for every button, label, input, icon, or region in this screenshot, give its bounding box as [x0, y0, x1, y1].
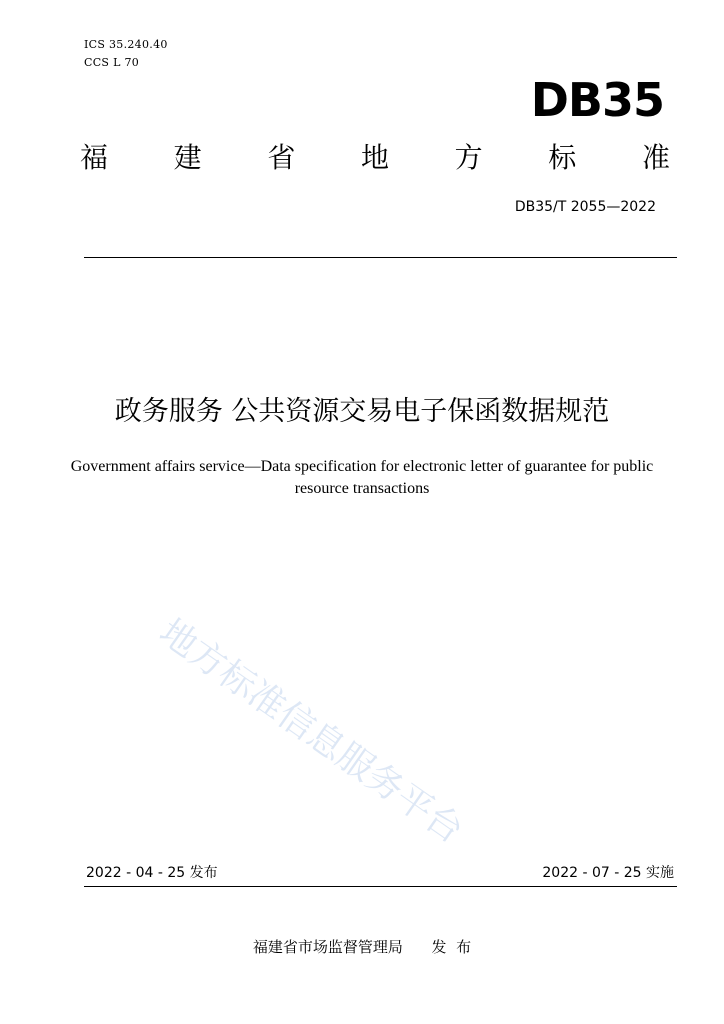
standard-kind-char: 准 — [641, 141, 670, 174]
ccs-code: CCS L 70 — [84, 56, 140, 69]
standard-logo: DB35 — [530, 73, 664, 127]
date-row — [86, 864, 674, 882]
publish-date: 2022 - 04 - 25 发布 — [86, 865, 218, 881]
classification-codes — [84, 36, 168, 72]
chinese-title: 政务服务 公共资源交易电子保函数据规范 — [114, 396, 610, 427]
standard-kind-char: 建 — [173, 141, 202, 174]
top-divider — [84, 257, 677, 258]
english-title: Government affairs service—Data specification for electronic letter of guarantee for public resource transactions — [70, 458, 654, 497]
standard-kind-char: 方 — [454, 141, 483, 174]
implement-date: 2022 - 07 - 25 实施 — [542, 865, 674, 881]
bottom-divider — [84, 886, 677, 887]
issuer: 福建省市场监督管理局 发 布 — [252, 938, 472, 956]
standard-kind-title — [80, 140, 670, 176]
standard-number: DB35/T 2055—2022 — [514, 199, 656, 215]
ics-code: ICS 35.240.40 — [84, 38, 168, 51]
standard-kind-char: 福 — [80, 141, 109, 174]
standard-kind-char: 省 — [267, 141, 296, 174]
standard-kind-char: 地 — [360, 141, 389, 174]
watermark: 地方标准信息服务平台 — [151, 611, 471, 852]
standard-kind-char: 标 — [548, 141, 577, 174]
